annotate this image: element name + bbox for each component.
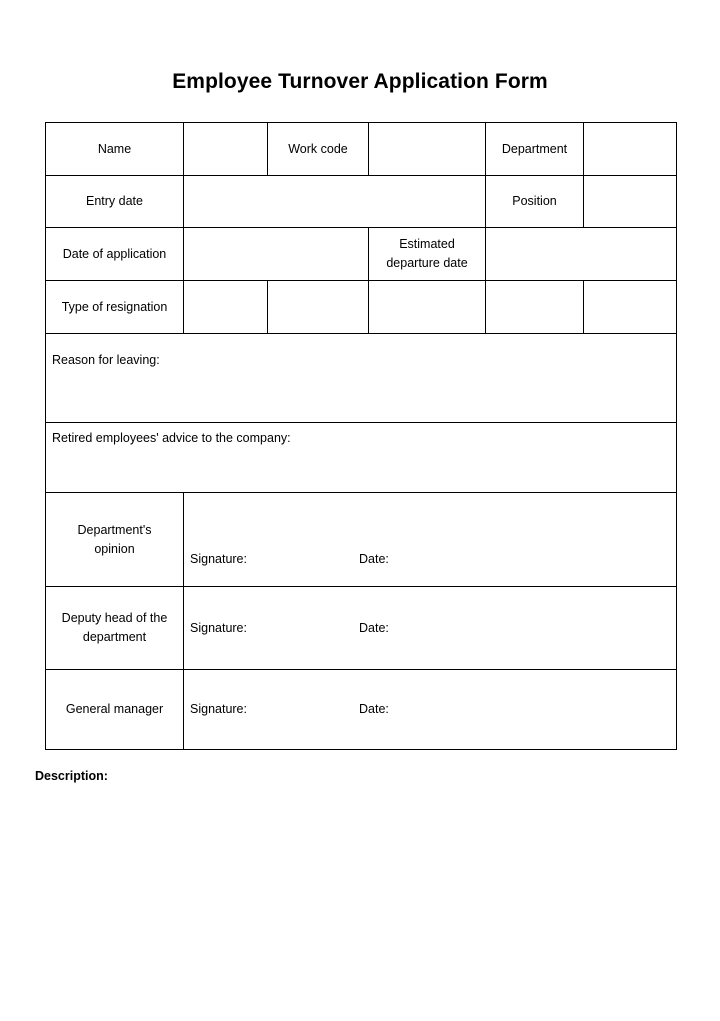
description-label: Description:	[35, 769, 108, 783]
reason-for-leaving-label: Reason for leaving:	[52, 353, 160, 367]
signature-label: Signature:	[190, 702, 247, 716]
form-title: Employee Turnover Application Form	[172, 70, 548, 93]
name-label: Name	[46, 123, 184, 176]
row-general-manager	[46, 670, 677, 750]
department-opinion-line1: Department's	[77, 522, 152, 537]
deputy-head-line1: Deputy head of the	[61, 611, 168, 625]
general-manager-label: General manager	[46, 670, 184, 750]
position-label: Position	[486, 176, 584, 228]
advice-label: Retired employees' advice to the company:	[52, 431, 291, 445]
entry-date-label: Entry date	[46, 176, 184, 228]
work-code-value-cell[interactable]	[369, 123, 486, 176]
type-of-resignation-label: Type of resignation	[46, 281, 184, 334]
deputy-head-sign-cell[interactable]	[184, 587, 677, 670]
date-label: Date:	[359, 552, 389, 566]
resignation-option-cell-1[interactable]	[184, 281, 268, 334]
date-of-application-value-cell[interactable]	[184, 228, 369, 281]
resignation-option-cell-2[interactable]	[268, 281, 369, 334]
work-code-label: Work code	[268, 123, 369, 176]
estimated-departure-label	[369, 228, 486, 281]
signature-label: Signature:	[190, 620, 247, 635]
department-value-cell[interactable]	[584, 123, 677, 176]
estimated-departure-value-cell[interactable]	[486, 228, 677, 281]
deputy-head-line2: department	[82, 630, 147, 644]
entry-date-value-cell[interactable]	[184, 176, 486, 228]
row-advice	[46, 423, 677, 493]
department-opinion-line2: opinion	[94, 541, 135, 556]
position-value-cell[interactable]	[584, 176, 677, 228]
row-name	[46, 123, 677, 176]
department-opinion-label	[46, 493, 184, 587]
reason-for-leaving-cell[interactable]	[46, 334, 677, 423]
department-opinion-sign-cell[interactable]	[184, 493, 677, 587]
estimated-departure-line1: Estimated	[399, 237, 455, 251]
turnover-form-table	[45, 122, 677, 750]
resignation-option-cell-5[interactable]	[584, 281, 677, 334]
row-reason	[46, 334, 677, 423]
row-entry-date	[46, 176, 677, 228]
date-of-application-label: Date of application	[46, 228, 184, 281]
name-value-cell[interactable]	[184, 123, 268, 176]
row-department-opinion	[46, 493, 677, 587]
row-resignation-type	[46, 281, 677, 334]
date-label: Date:	[359, 702, 389, 716]
advice-cell[interactable]	[46, 423, 677, 493]
date-label: Date:	[359, 620, 389, 635]
general-manager-sign-cell[interactable]	[184, 670, 677, 750]
row-deputy-head	[46, 587, 677, 670]
signature-label: Signature:	[190, 552, 247, 566]
department-label: Department	[486, 123, 584, 176]
resignation-option-cell-4[interactable]	[486, 281, 584, 334]
resignation-option-cell-3[interactable]	[369, 281, 486, 334]
deputy-head-label	[46, 587, 184, 670]
estimated-departure-line2: departure date	[386, 256, 468, 270]
row-application-date	[46, 228, 677, 281]
